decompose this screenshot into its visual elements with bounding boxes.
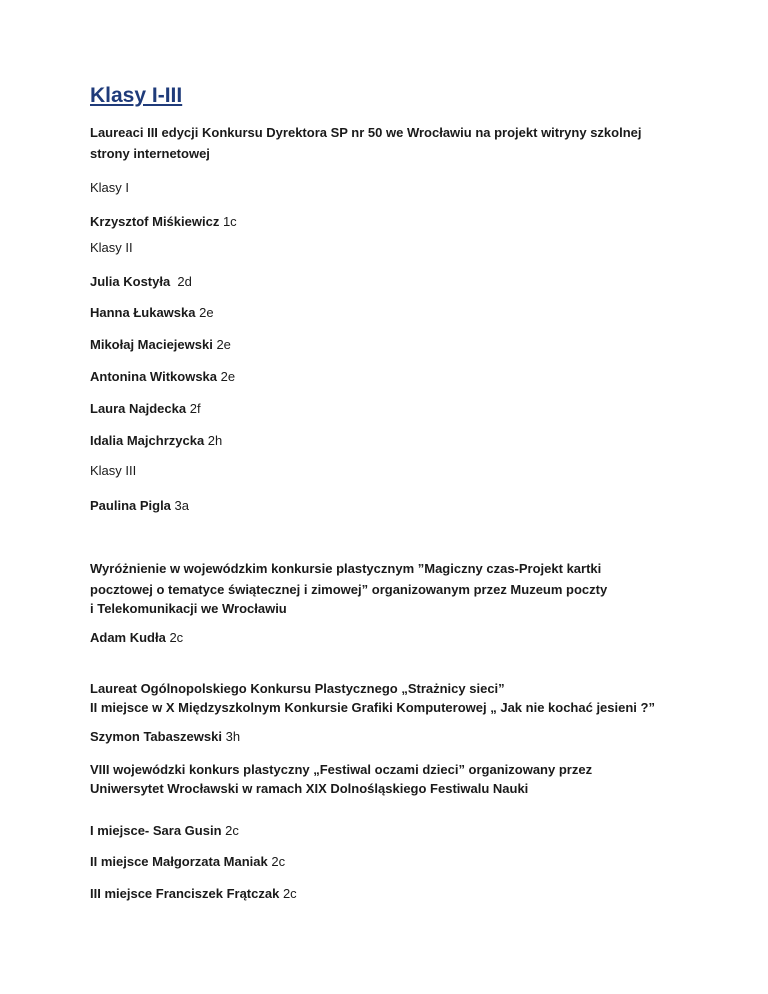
winner-class: 2e	[195, 305, 214, 320]
winner-class: 2c	[165, 630, 184, 645]
winner-class: 1c	[219, 214, 237, 229]
group-label-klasy-ii: Klasy II	[90, 240, 133, 255]
winner-name: Mikołaj Maciejewski	[90, 337, 213, 352]
section2-title-line-1: Wyróżnienie w wojewódzkim konkursie plastycznym ”Magiczny czas-Projekt kartki	[90, 561, 602, 576]
winner-name: I miejsce- Sara Gusin	[90, 823, 222, 838]
winner-name: Krzysztof Miśkiewicz	[90, 214, 220, 229]
winner-class: 2c	[279, 886, 297, 901]
winner-name: Julia Kostyła	[90, 274, 171, 289]
winner-class: 2d	[170, 274, 192, 289]
winner-entry	[90, 820, 239, 841]
winner-entry	[90, 430, 222, 451]
winner-name: Paulina Pigla	[90, 498, 171, 513]
winner-name: Antonina Witkowska	[90, 369, 218, 384]
winner-name: Hanna Łukawska	[90, 305, 196, 320]
winner-class: 2c	[221, 823, 239, 838]
winner-class: 3h	[221, 729, 241, 744]
winner-name: II miejsce Małgorzata Maniak	[90, 854, 268, 869]
group-label-klasy-i: Klasy I	[90, 180, 130, 195]
winner-entry	[90, 495, 189, 516]
winner-entry	[90, 366, 235, 387]
winner-class: 2c	[267, 854, 286, 869]
winner-entry	[90, 883, 297, 904]
section2-title-line-3: i Telekomunikacji we Wrocławiu	[90, 601, 287, 616]
winner-entry	[90, 851, 285, 872]
section1-title-line-1: Laureaci III edycji Konkursu Dyrektora SP nr 50 we Wrocławiu na projekt witryny szkolnej	[90, 125, 642, 140]
winner-entry	[90, 211, 237, 232]
winner-entry	[90, 302, 214, 323]
section4-title-line-1: VIII wojewódzki konkurs plastyczny „Festiwal oczami dzieci” organizowany przez	[90, 762, 593, 777]
winner-class: 3a	[170, 498, 189, 513]
winner-name: Adam Kudła	[90, 630, 166, 645]
page-title: Klasy I-III	[90, 84, 183, 107]
section1-title-line-2: strony internetowej	[90, 146, 210, 161]
section3-title-line-1: Laureat Ogólnopolskiego Konkursu Plastycznego „Strażnicy sieci”	[90, 681, 505, 696]
section4-title-line-2: Uniwersytet Wrocławski w ramach XIX Dolnośląskiego Festiwalu Nauki	[90, 781, 529, 796]
winner-class: 2h	[204, 433, 223, 448]
section2-title-line-2: pocztowej o tematyce świątecznej i zimowej” organizowanym przez Muzeum poczty	[90, 582, 608, 597]
winner-entry	[90, 726, 240, 747]
winner-name: III miejsce Franciszek Frątczak	[90, 886, 280, 901]
winner-entry	[90, 627, 183, 648]
winner-name: Idalia Majchrzycka	[90, 433, 205, 448]
winner-entry	[90, 334, 231, 355]
section3-title-line-2: II miejsce w X Międzyszkolnym Konkursie Grafiki Komputerowej „ Jak nie kochać jesieni ?”	[90, 700, 655, 715]
winner-entry	[90, 271, 192, 292]
winner-class: 2e	[217, 369, 236, 384]
winner-class: 2f	[186, 401, 201, 416]
winner-name: Laura Najdecka	[90, 401, 187, 416]
winner-class: 2e	[212, 337, 231, 352]
group-label-klasy-iii: Klasy III	[90, 463, 137, 478]
winner-name: Szymon Tabaszewski	[90, 729, 222, 744]
winner-entry	[90, 398, 201, 419]
